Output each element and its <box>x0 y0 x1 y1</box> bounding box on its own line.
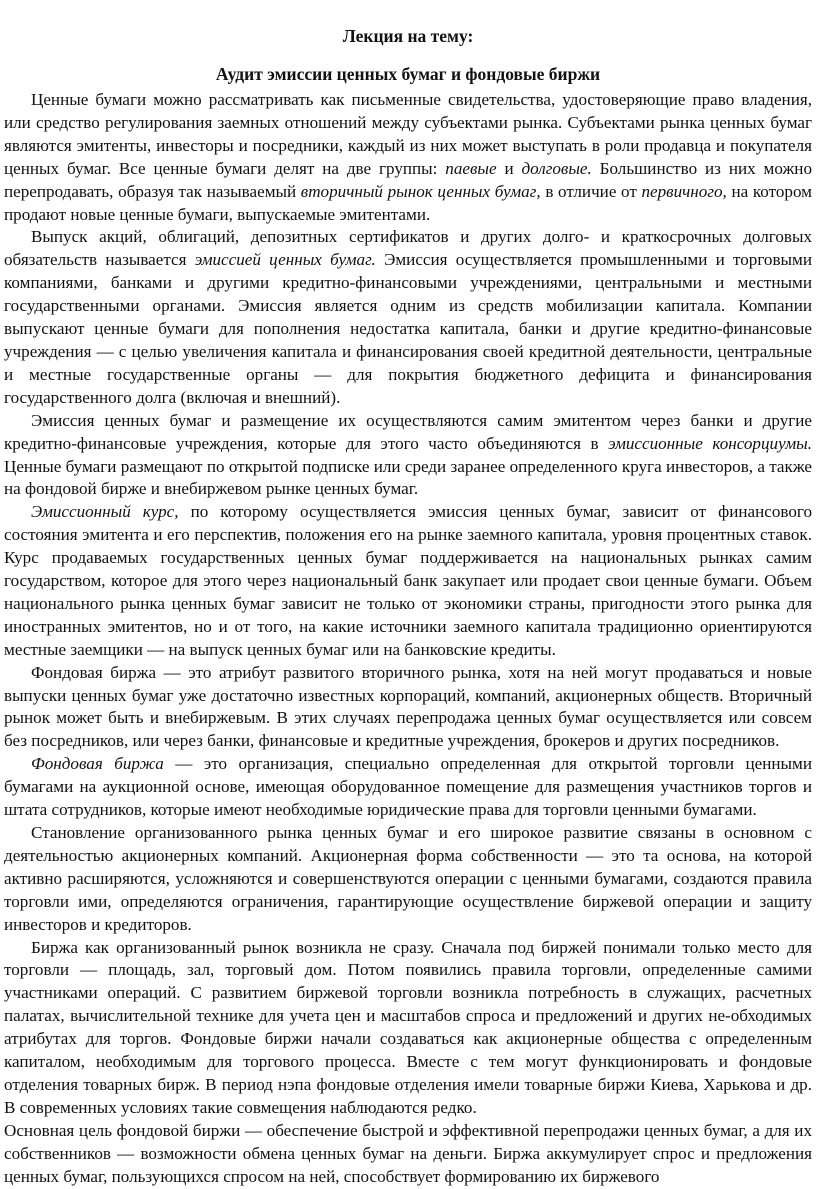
text-run: Основная цель фондовой биржи — обеспечение быстрой и эффективной перепродажи ценных бумаг, а для их собственников — возможности обмена ценных бумаг на деньги. Биржа аккумулирует спрос и предложения ценных бумаг, пользующихся спросом на ней, способствует формированию их биржевого <box>4 1120 812 1186</box>
text-run: Фондовая биржа — это атрибут развитого вторичного рынка, хотя на ней могут продаваться и новые выпуски ценных бумаг уже достаточно известных корпораций, компаний, акционерных обществ. Вторичный рынок может быть и внебиржевым. В этих случаях перепродажа ценных бумаг осуществляется или совсем без посредников, или через банки, финансовые и кредитные учреждения, брокеров и других посредников. <box>4 662 812 751</box>
paragraph <box>4 822 812 937</box>
italic-term: паевые <box>445 158 497 178</box>
italic-term: эмиссионные консорциумы. <box>608 433 812 453</box>
italic-term: Фондовая биржа <box>31 754 164 774</box>
text-run: Биржа как организованный рынок возникла не сразу. Сначала под биржей понимали только место для торговли — площадь, зал, торговый дом. Потом появились правила торговли, определенные самими участниками операций. С развитием биржевой торговли возникла потребность в служащих, расчетных палатах, вычислительной технике для учета цен и масштабов спроса и предложений и других не-обходимых атрибутах для торгов. Фондовые биржи начали создаваться как акционерные общества с определенным капиталом, необходимым для торгового процесса. Вместе с тем могут функционировать и фондовые отделения товарных бирж. В период нэпа фондовые отделения имели товарные биржи Киева, Харькова и др. В современных условиях такие совмещения наблюдаются редко. <box>4 937 812 1117</box>
italic-term: долговые. <box>521 158 592 178</box>
text-run: Эмиссия осуществляется промышленными и торговыми компаниями, банками и другими кредитно-финансовыми учреждениями, центральными и местными государственными органами. Эмиссия является одним из средств мобилизации капитала. Компании выпускают ценные бумаги для пополнения недостатка капитала, банки и другие кредитно-финансовые учреждения — с целью увеличения капитала и финансирования своей кредитной деятельности, центральные и местные государственные органы — для покрытия бюджетного дефицита и финансирования государственного долга (включая и внешний). <box>4 250 812 407</box>
paragraph <box>4 501 812 661</box>
document-body <box>4 89 812 1189</box>
italic-term: первичного, <box>641 181 727 201</box>
paragraph <box>4 753 812 822</box>
text-run: — это организация, специально определенная для открытой торговли ценными бумагами на аукционной основе, имеющая оборудованное помещение для размещения участников торгов и штата сотрудников, которые имеют необходимые юридические права для торговли ценными бумагами. <box>4 754 813 820</box>
text-run: по которому осуществляется эмиссия ценных бумаг, зависит от финансового состояния эмитента и его перспектив, положения его на рынке заемного капитала, уровня процентных ставок. Курс продаваемых государственных ценных бумаг поддерживается на национальных рынках самим государством, которое для этого через национальный банк закупает или продает свои ценные бумаги. Объем национального рынка ценных бумаг зависит не только от экономики страны, пригодности этого рынка для иностранных эмитентов, но и от того, на какие источники заемного капитала традиционно ориентируются местные заемщики — на выпуск ценных бумаг или на банковские кредиты. <box>4 502 812 659</box>
text-run: Ценные бумаги можно рассматривать как письменные свидетельства, удостоверяющие право владения, или средство регулирования заемных отношений между субъектами рынка. Субъектами рынка ценных бумаг являются эмитенты, инвесторы и посредники, каждый из них может выступать в роли продавца и покупателя ценных бумаг. Все ценные бумаги делят на две группы: <box>4 90 812 178</box>
italic-term: эмиссией ценных бумаг. <box>194 250 376 270</box>
text-run: Выпуск акций, облигаций, депозитных сертификатов и других долго- и краткосрочных долговых обязательств называется <box>4 227 812 270</box>
paragraph <box>4 410 812 502</box>
paragraph <box>4 89 812 226</box>
text-run: на котором продают новые ценные бумаги, выпускаемые эмитентами. <box>4 181 812 224</box>
text-run: в отличие от <box>540 181 642 201</box>
italic-term: вторичный рынок ценных бумаг, <box>300 181 541 201</box>
text-run: Большинство из них можно перепродавать, образуя так называемый <box>4 158 812 201</box>
text-run: Ценные бумаги размещают по открытой подписке или среди заранее определенного круга инвесторов, а также на фондовой бирже и внебиржевом рынке ценных бумаг. <box>4 456 812 499</box>
text-run: и <box>496 158 522 178</box>
text-run: Становление организованного рынка ценных бумаг и его широкое развитие связаны в основном с деятельностью акционерных компаний. Акционерная форма собственности — это та основа, на которой активно расширяются, усложняются и совершенствуются операции с ценными бумагами, создаются правила торговли ими, определяются ограничения, гарантирующие осуществление биржевой операции и защиту инвесторов и кредиторов. <box>4 823 812 934</box>
paragraph <box>4 1120 812 1189</box>
lecture-title: Аудит эмиссии ценных бумаг и фондовые биржи <box>215 64 601 84</box>
paragraph <box>4 937 812 1120</box>
lecture-heading: Лекция на тему: <box>342 26 474 46</box>
italic-term: Эмиссионный курс, <box>31 502 179 522</box>
paragraph <box>4 662 812 754</box>
text-run: Эмиссия ценных бумаг и размещение их осуществляются самим эмитентом через банки и другие кредитно-финансовые учреждения, которые для этого часто объединяются в <box>4 410 812 453</box>
paragraph <box>4 226 812 409</box>
